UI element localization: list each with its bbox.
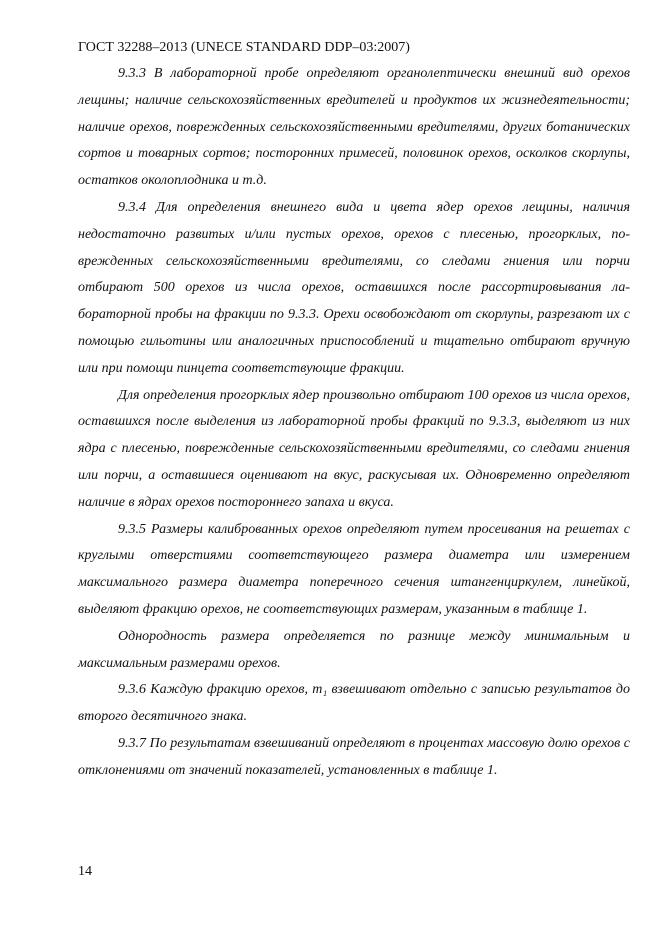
paragraph-size-uniformity: Однородность размера определяется по разнице между минимальным и максимальным размерами орехов. [78, 628, 630, 671]
paragraph-rancid-kernels: Для определения прогорклых ядер произвольно отбирают 100 орехов из числа орехов, оставшихся после выделения из лабораторной пробы фракций по 9.3.3, выделяют из них ядра с плесенью, поврежденные сельскохозяйственными вредителями, со следами гниения или порчи, а оставшиеся оценивают на вкус, раскусывая их. Одновременно определяют наличие в ядрах орехов постороннего запаха и вкуса. [78, 387, 630, 510]
paragraph-9-3-5: 9.3.5 Размеры калиброванных орехов определяют путем просеивания на решетах с круглыми отверстиями соответствующего размера диаметра или измерением максимального размера диаметра поперечного сечения штангенциркулем, линейкой, выделяют фракцию орехов, не соответствующих размерам, указанным в таблице 1. [78, 521, 630, 617]
paragraph-9-3-4: 9.3.4 Для определения внешнего вида и цвета ядер орехов лещины, наличия недостаточно развитых и/или пустых орехов, орехов с плесенью, прогорклых, поврежденных сельскохозяйственными вредителями, со следами гниения или порчи отбирают 500 орехов из числа орехов, оставшихся после рассортировывания лабораторной пробы на фракции по 9.3.3. Орехи освобождают от скорлупы, разрезают их с помощью гильотины или аналогичных приспособлений и тщательно отбирают вручную или при помощи пинцета соответствующие фракции. [78, 199, 630, 376]
paragraph-9-3-6: 9.3.6 Каждую фракцию орехов, m₁ взвешивают отдельно с записью результатов до второго десятичного знака. [78, 682, 630, 725]
document-header: ГОСТ 32288–2013 (UNECE STANDARD DDP–03:2007) [78, 40, 410, 55]
paragraph-9-3-7: 9.3.7 По результатам взвешиваний определяют в процентах массовую долю орехов с отклонениями от значений показателей, установленных в таблице 1. [78, 735, 630, 778]
paragraph-9-3-3: 9.3.3 В лабораторной пробе определяют органолептически внешний вид орехов лещины; наличие сельскохозяйственных вредителей и продуктов их жизнедеятельности; наличие орехов, поврежденных сельскохозяйственными вредителями, других ботанических сортов и товарных сортов; посторонних примесей, половинок орехов, осколков скорлупы, остатков околоплодника и т.д. [78, 66, 630, 189]
page-number: 14 [78, 864, 92, 879]
document-body [78, 61, 630, 785]
